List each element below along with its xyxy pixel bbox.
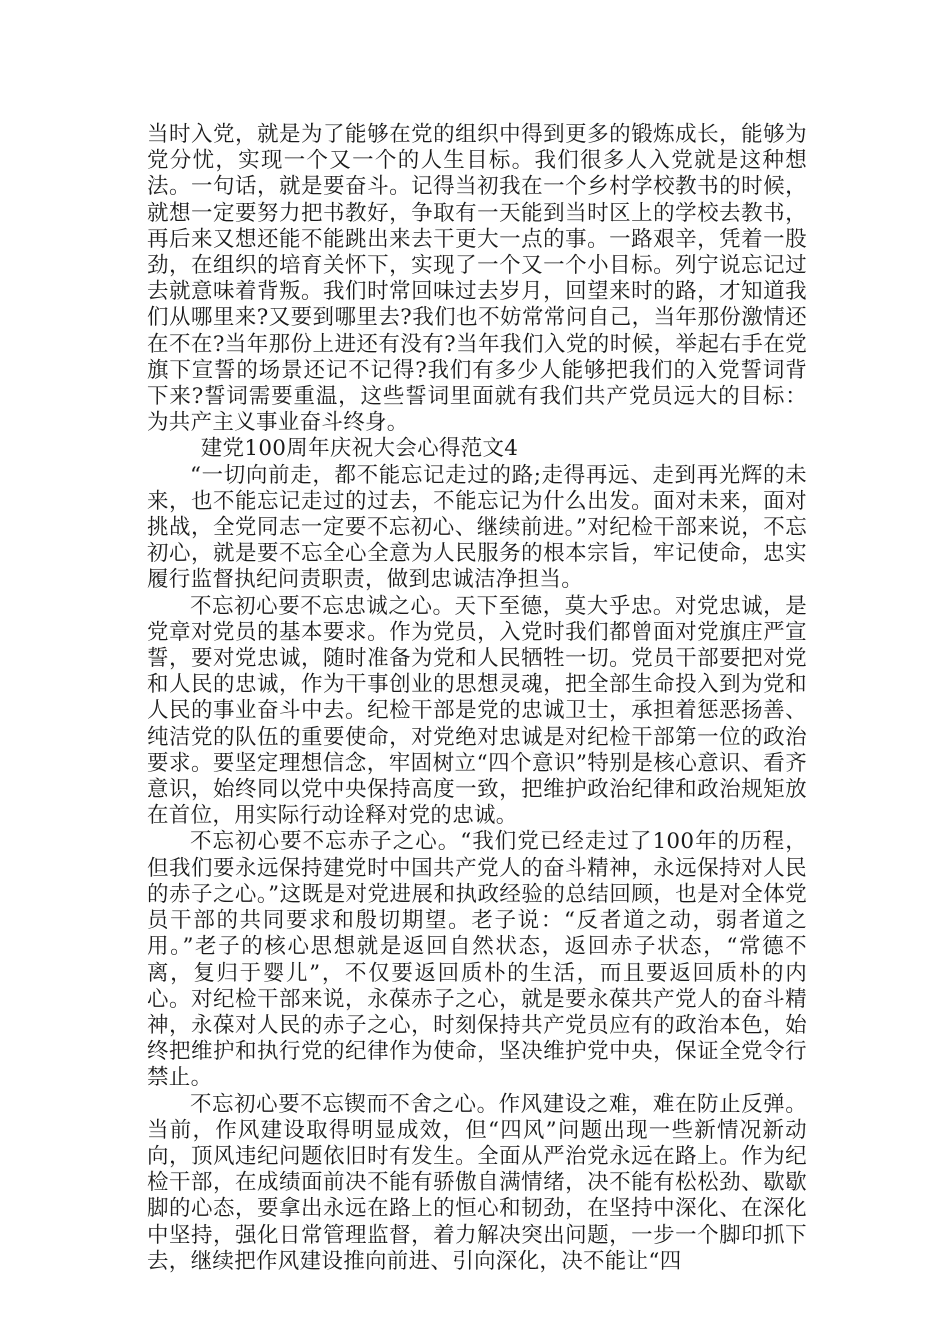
paragraph-quote: “一切向前走，都不能忘记走过的路;走得再远、走到再光辉的未来，也不能忘记走过的过去，不能忘记为什么出发。面对未来，面对挑战，全党同志一定要不忘初心、继续前进。”对纪检干部来说，不忘初心，就是要不忘全心全意为人民服务的根本宗旨，牢记使命，忠实履行监督执纪问责职责，做到忠诚洁净担当。 bbox=[147, 462, 807, 593]
paragraph-sincerity: 不忘初心要不忘赤子之心。“我们党已经走过了100年的历程，但我们要永远保持建党时中国共产党人的奋斗精神，永远保持对人民的赤子之心。”这既是对党进展和执政经验的总结回顾，也是对全体党员干部的共同要求和殷切期望。老子说：“反者道之动，弱者道之用。”老子的核心思想就是返回自然状态，返回赤子状态，“常德不离，复归于婴儿”，不仅要返回质朴的生活，而且要返回质朴的内心。对纪检干部来说，永葆赤子之心，就是要永葆共产党人的奋斗精神，永葆对人民的赤子之心，时刻保持共产党员应有的政治本色，始终把维护和执行党的纪律作为使命，坚决维护党中央，保证全党令行禁止。 bbox=[147, 829, 807, 1091]
paragraph-perseverance: 不忘初心要不忘锲而不舍之心。作风建设之难，难在防止反弹。当前，作风建设取得明显成效，但“四风”问题出现一些新情况新动向，顶风违纪问题依旧时有发生。全面从严治党永远在路上。作为纪检干部，在成绩面前决不能有骄傲自满情绪，决不能有松松劲、歇歇脚的心态，要拿出永远在路上的恒心和韧劲，在坚持中深化、在深化中坚持，强化日常管理监督，着力解决突出问题，一步一个脚印抓下去，继续把作风建设推向前进、引向深化，决不能让“四 bbox=[147, 1091, 807, 1274]
document-page bbox=[147, 122, 807, 1275]
paragraph-loyalty: 不忘初心要不忘忠诚之心。天下至德，莫大乎忠。对党忠诚，是党章对党员的基本要求。作为党员，入党时我们都曾面对党旗庄严宣誓，要对党忠诚，随时准备为党和人民牺牲一切。党员干部要把对党和人民的忠诚，作为干事创业的思想灵魂，把全部生命投入到为党和人民的事业奋斗中去。纪检干部是党的忠诚卫士，承担着惩恶扬善、纯洁党的队伍的重要使命，对党绝对忠诚是对纪检干部第一位的政治要求。要坚定理想信念，牢固树立“四个意识”特别是核心意识、看齐意识，始终同以党中央保持高度一致，把维护政治纪律和政治规矩放在首位，用实际行动诠释对党的忠诚。 bbox=[147, 593, 807, 829]
paragraph-intro: 当时入党，就是为了能够在党的组织中得到更多的锻炼成长，能够为党分忧，实现一个又一个的人生目标。我们很多人入党就是这种想法。一句话，就是要奋斗。记得当初我在一个乡村学校教书的时候，就想一定要努力把书教好，争取有一天能到当时区上的学校去教书，再后来又想还能不能跳出来去干更大一点的事。一路艰辛，凭着一股劲，在组织的培育关怀下，实现了一个又一个小目标。列宁说忘记过去就意味着背叛。我们时常回味过去岁月，回望来时的路，才知道我们从哪里来?又要到哪里去?我们也不妨常常问自己，当年那份激情还在不在?当年那份上进还有没有?当年我们入党的时候，举起右手在党旗下宣誓的场景还记不记得?我们有多少人能够把我们的入党誓词背下来?誓词需要重温，这些誓词里面就有我们共产党员远大的目标：为共产主义事业奋斗终身。 bbox=[147, 122, 807, 436]
section-heading: 建党100周年庆祝大会心得范文4 bbox=[200, 436, 519, 462]
